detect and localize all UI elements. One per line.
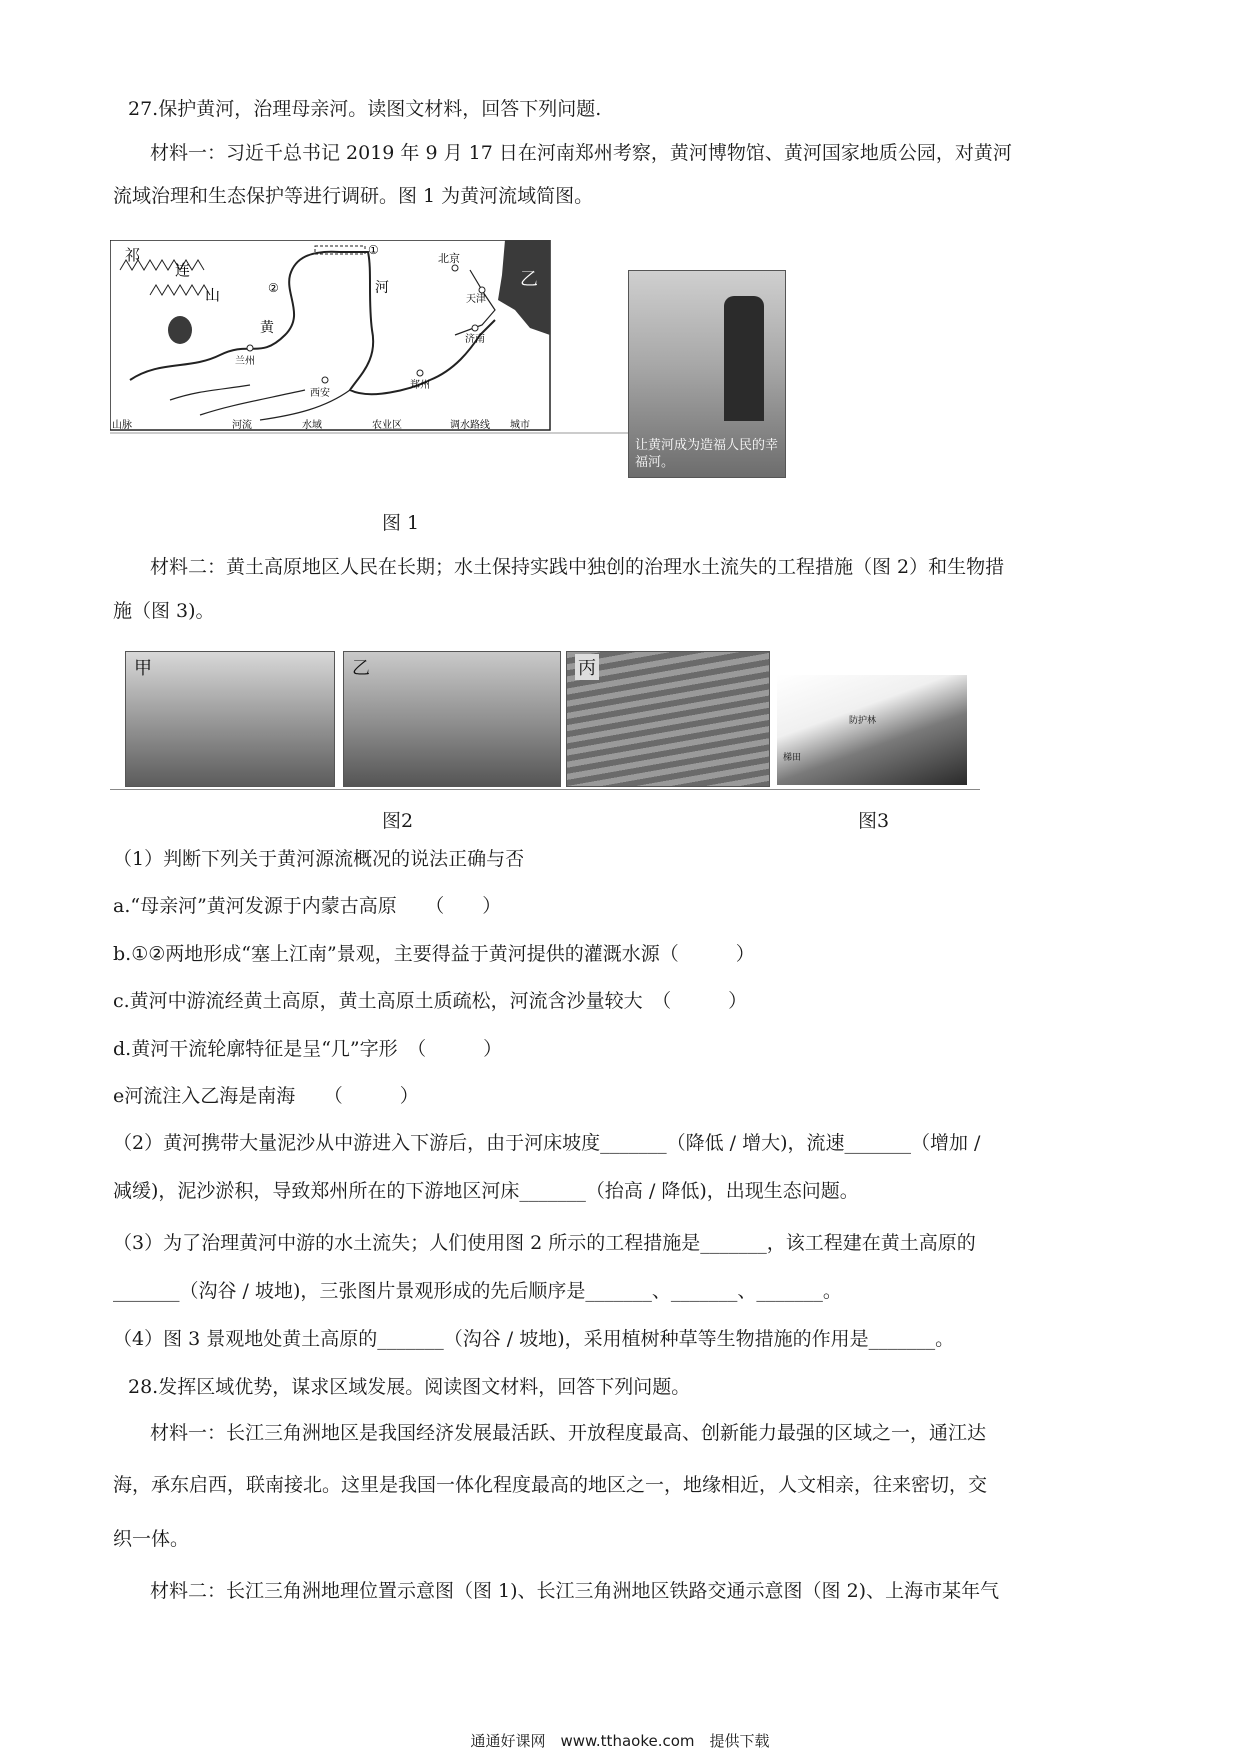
q27-sub3-line1: （3）为了治理黄河中游的水土流失；人们使用图 2 所示的工程措施是_______，该工程建在黄土高原的 <box>113 1232 976 1254</box>
fig2-caption: 图2 <box>382 810 414 832</box>
fig-divider <box>110 789 980 790</box>
q28-material1-line3: 织一体。 <box>113 1528 190 1550</box>
inspection-photo <box>628 270 786 478</box>
q27-sub1-b: b.①②两地形成“塞上江南”景观，主要得益于黄河提供的灌溉水源（ ） <box>113 943 755 965</box>
q28-material1-line1: 材料一：长江三角洲地区是我国经济发展最活跃、开放程度最高、创新能力最强的区域之一，通江达 <box>150 1422 987 1444</box>
q27-sub1-a: a.“母亲河”黄河发源于内蒙古高原 （ ） <box>113 895 502 917</box>
q28-material1-line2: 海，承东启西，联南接北。这里是我国一体化程度最高的地区之一，地缘相近，人文相亲，往来密切，交 <box>113 1474 988 1496</box>
legend-city: 城市 <box>510 420 530 431</box>
fig2-label-jia: 甲 <box>134 658 152 679</box>
xian-label: 西安 <box>310 388 330 399</box>
qilian-label-2: 连 <box>175 261 191 279</box>
q27-title: 27.保护黄河，治理母亲河。读图文材料，回答下列问题. <box>128 98 602 120</box>
fig2-photo-bing <box>566 651 770 787</box>
q27-sub4: （4）图 3 景观地处黄土高原的_______（沟谷 / 坡地)，采用植树种草等生物措施的作用是_______。 <box>113 1328 955 1350</box>
q27-sub1-d: d.黄河干流轮廓特征是呈“几”字形 （ ） <box>113 1038 503 1060</box>
legend-river: 河流 <box>232 420 252 431</box>
page-footer: 通通好课网 www.tthaoke.com 提供下载 <box>470 1732 770 1750</box>
q28-material2-line1: 材料二：长江三角洲地理位置示意图（图 1)、长江三角洲地区铁路交通示意图（图 2)、上海市某年气 <box>150 1580 1000 1602</box>
q27-sub1-c: c.黄河中游流经黄土高原，黄土高原土质疏松，河流含沙量较大 （ ） <box>113 990 748 1012</box>
q27-sub1: （1）判断下列关于黄河源流概况的说法正确与否 <box>113 848 525 870</box>
q27-sub3-line2: _______（沟谷 / 坡地)，三张图片景观形成的先后顺序是_______、_______、_______。 <box>113 1280 842 1302</box>
qilian-label-1: 祁 <box>125 246 141 264</box>
lanzhou-label: 兰州 <box>235 356 255 367</box>
fig3-label-terrace: 梯田 <box>783 753 802 763</box>
yi-sea-label: 乙 <box>520 269 538 290</box>
person-silhouette <box>724 296 764 421</box>
legend-farm: 农业区 <box>372 420 402 431</box>
q27-sub2-line2: 减缓)，泥沙淤积，导致郑州所在的下游地区河床_______（抬高 / 降低)，出现生态问题。 <box>113 1180 859 1202</box>
fig3-caption: 图3 <box>858 810 890 832</box>
fig2-photo-yi <box>343 651 561 787</box>
jinan-label: 济南 <box>465 334 485 345</box>
he-label: 河 <box>375 280 389 296</box>
legend-mountain: 山脉 <box>112 420 132 431</box>
fig3-label-forest: 防护林 <box>849 716 877 726</box>
marker-2: ② <box>268 281 279 295</box>
q27-sub1-e: e河流注入乙海是南海 （ ） <box>113 1085 419 1107</box>
zhengzhou-label: 郑州 <box>410 380 430 391</box>
legend-water: 水域 <box>302 420 322 431</box>
q27-material2-line1: 材料二：黄土高原地区人民在长期；水土保持实践中独创的治理水土流失的工程措施（图 2）和生物措 <box>150 556 1005 578</box>
q28-title: 28.发挥区域优势，谋求区域发展。阅读图文材料，回答下列问题。 <box>128 1376 691 1398</box>
fig3-photo <box>777 675 967 785</box>
q27-sub2-line1: （2）黄河携带大量泥沙从中游进入下游后，由于河床坡度_______（降低 / 增大)，流速_______（增加 / <box>113 1132 981 1154</box>
fig2-photo-jia <box>125 651 335 787</box>
qilian-label-3: 山 <box>205 286 221 304</box>
legend-canal: 调水路线 <box>450 420 490 431</box>
q27-material2-line2: 施（图 3)。 <box>113 600 215 622</box>
fig1-caption: 图 1 <box>382 512 420 534</box>
huang-label: 黄 <box>260 320 274 336</box>
marker-1: ① <box>368 243 379 257</box>
q27-material1-line2: 流域治理和生态保护等进行调研。图 1 为黄河流域简图。 <box>113 185 594 207</box>
tianjin-label: 天津 <box>466 294 486 305</box>
photo-caption: 让黄河成为造福人民的幸福河。 <box>635 438 779 470</box>
beijing-label: 北京 <box>438 252 460 265</box>
fig2-label-bing: 丙 <box>575 654 599 680</box>
fig2-label-yi: 乙 <box>352 658 370 679</box>
q27-material1-line1: 材料一：习近千总书记 2019 年 9 月 17 日在河南郑州考察，黄河博物馆、黄河国家地质公园，对黄河 <box>150 142 1012 164</box>
